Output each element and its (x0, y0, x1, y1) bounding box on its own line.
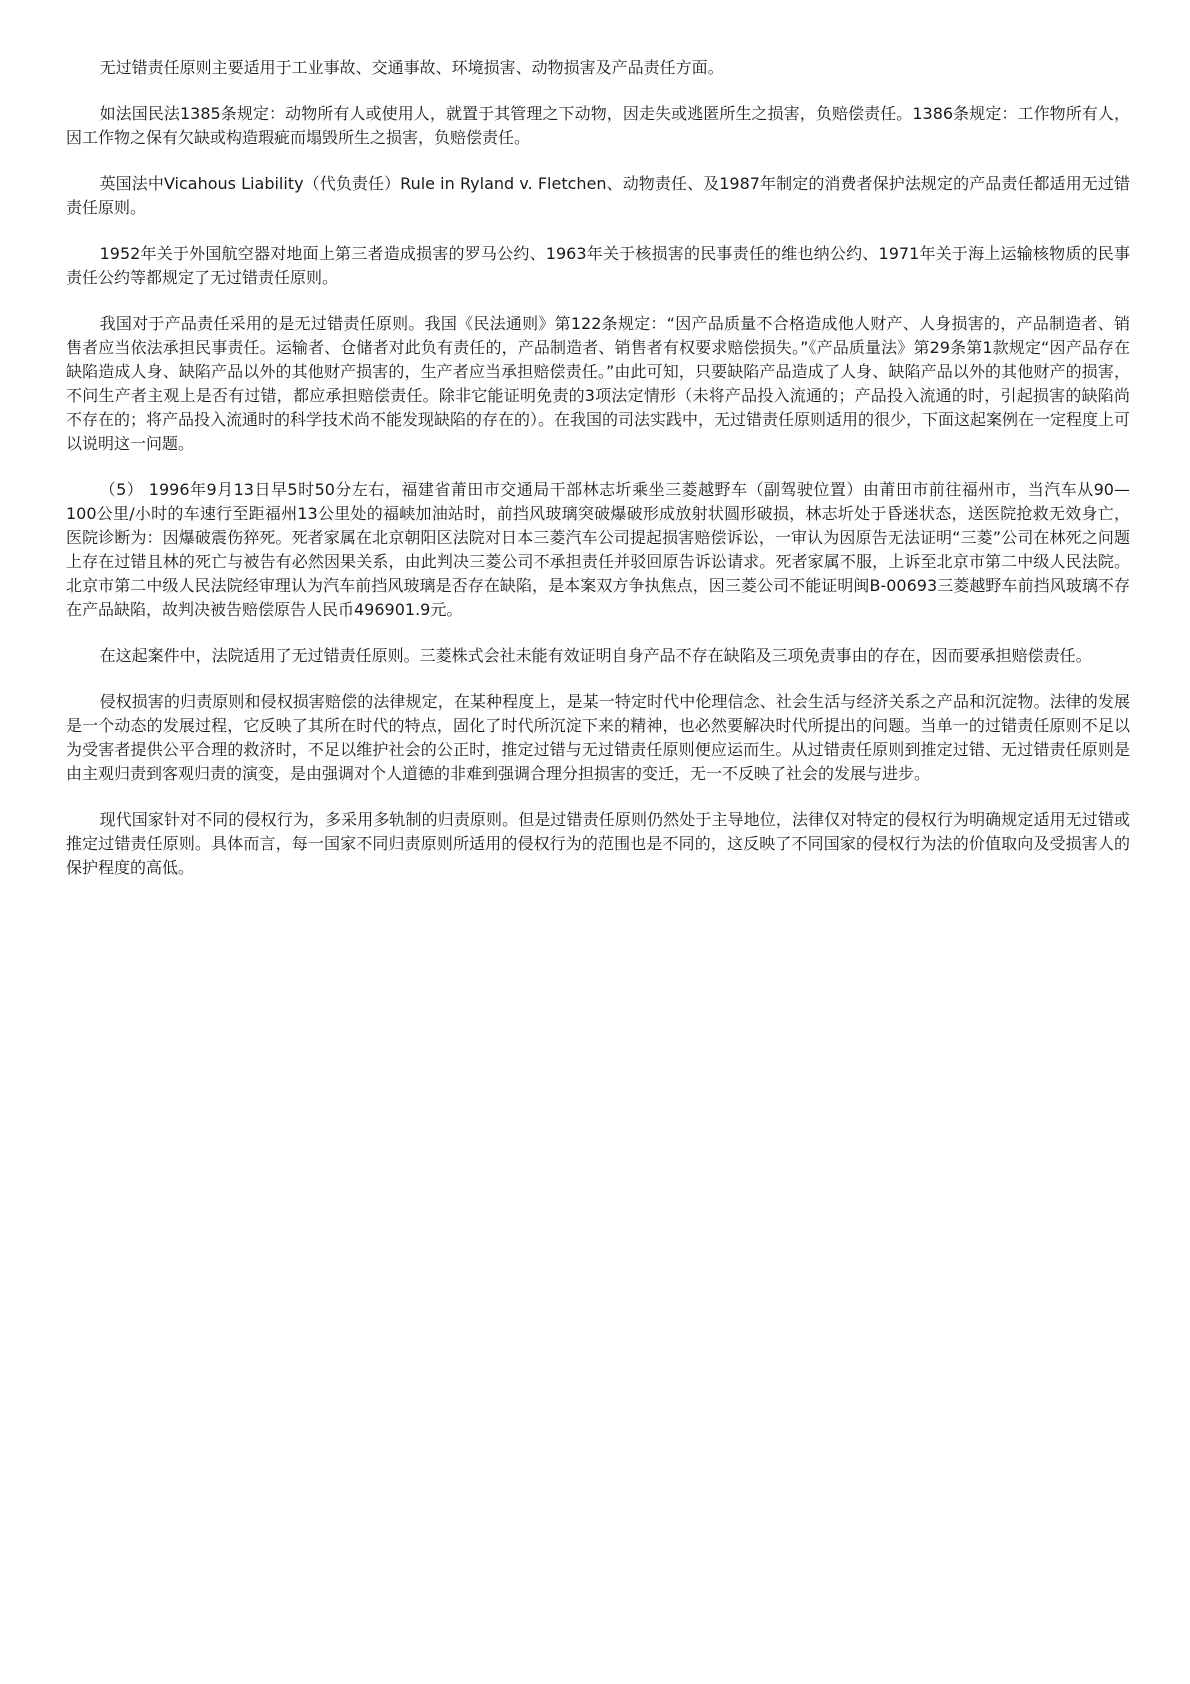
paragraph-legal-development: 侵权损害的归责原则和侵权损害赔偿的法律规定，在某种程度上，是某一特定时代中伦理信念、社会生活与经济关系之产品和沉淀物。法律的发展是一个动态的发展过程，它反映了其所在时代的特点，固化了时代所沉淀下来的精神，也必然要解决时代所提出的问题。当单一的过错责任原则不足以为受害者提供公平合理的救济时，不足以维护社会的公正时，推定过错与无过错责任原则便应运而生。从过错责任原则到推定过错、无过错责任原则是由主观归责到客观归责的演变，是由强调对个人道德的非难到强调合理分担损害的变迁，无一不反映了社会的发展与进步。 (66, 692, 1130, 783)
paragraph-case-example: （5） 1996年9月13日早5时50分左右，福建省莆田市交通局干部林志圻乘坐三菱越野车（副驾驶位置）由莆田市前往福州市，当汽车从90—100公里/小时的车速行至距福州13公里处的福峡加油站时，前挡风玻璃突破爆破形成放射状圆形破损，林志圻处于昏迷状态，送医院抢救无效身亡，医院诊断为：因爆破震伤猝死。死者家属在北京朝阳区法院对日本三菱汽车公司提起损害赔偿诉讼，一审认为因原告无法证明“三菱”公司在林死之问题上存在过错且林的死亡与被告有必然因果关系，由此判决三菱公司不承担责任并驳回原告诉讼请求。死者家属不服，上诉至北京市第二中级人民法院。北京市第二中级人民法院经审理认为汽车前挡风玻璃是否存在缺陷，是本案双方争执焦点，因三菱公司不能证明闽B-00693三菱越野车前挡风玻璃不存在产品缺陷，故判决被告赔偿原告人民币496901.9元。 (66, 480, 1130, 619)
paragraph-conventions: 1952年关于外国航空器对地面上第三者造成损害的罗马公约、1963年关于核损害的民事责任的维也纳公约、1971年关于海上运输核物质的民事责任公约等都规定了无过错责任原则。 (66, 244, 1130, 287)
paragraph-case-analysis: 在这起案件中，法院适用了无过错责任原则。三菱株式会社未能有效证明自身产品不存在缺陷及三项免责事由的存在，因而要承担赔偿责任。 (99, 646, 1092, 665)
paragraph-china-product-liability: 我国对于产品责任采用的是无过错责任原则。我国《民法通则》第122条规定：“因产品质量不合格造成他人财产、人身损害的，产品制造者、销售者应当依法承担民事责任。运输者、仓储者对此负有责任的，产品制造者、销售者有权要求赔偿损失。”《产品质量法》第29条第1款规定“因产品存在缺陷造成人身、缺陷产品以外的其他财产损害的，生产者应当承担赔偿责任。”由此可知，只要缺陷产品造成了人身、缺陷产品以外的其他财产的损害，不问生产者主观上是否有过错，都应承担赔偿责任。除非它能证明免责的3项法定情形（未将产品投入流通的；产品投入流通的时，引起损害的缺陷尚不存在的；将产品投入流通时的科学技术尚不能发现缺陷的存在的）。在我国的司法实践中，无过错责任原则适用的很少，下面这起案例在一定程度上可以说明这一问题。 (66, 314, 1131, 453)
paragraph-scope: 无过错责任原则主要适用于工业事故、交通事故、环境损害、动物损害及产品责任方面。 (99, 58, 724, 77)
paragraph-english-law: 英国法中Vicahous Liability（代负责任）Rule in Ryland v. Fletchen、动物责任、及1987年制定的消费者保护法规定的产品责任都适用无过错责任原则。 (66, 174, 1130, 217)
paragraph-french-civil-code: 如法国民法1385条规定：动物所有人或使用人，就置于其管理之下动物，因走失或逃匿所生之损害，负赔偿责任。1386条规定：工作物所有人，因工作物之保有欠缺或构造瑕疵而塌毁所生之损害，负赔偿责任。 (66, 104, 1130, 147)
paragraph-modern-states: 现代国家针对不同的侵权行为，多采用多轨制的归责原则。但是过错责任原则仍然处于主导地位，法律仅对特定的侵权行为明确规定适用无过错或推定过错责任原则。具体而言，每一国家不同归责原则所适用的侵权行为的范围也是不同的，这反映了不同国家的侵权行为法的价值取向及受损害人的保护程度的高低。 (66, 810, 1130, 877)
